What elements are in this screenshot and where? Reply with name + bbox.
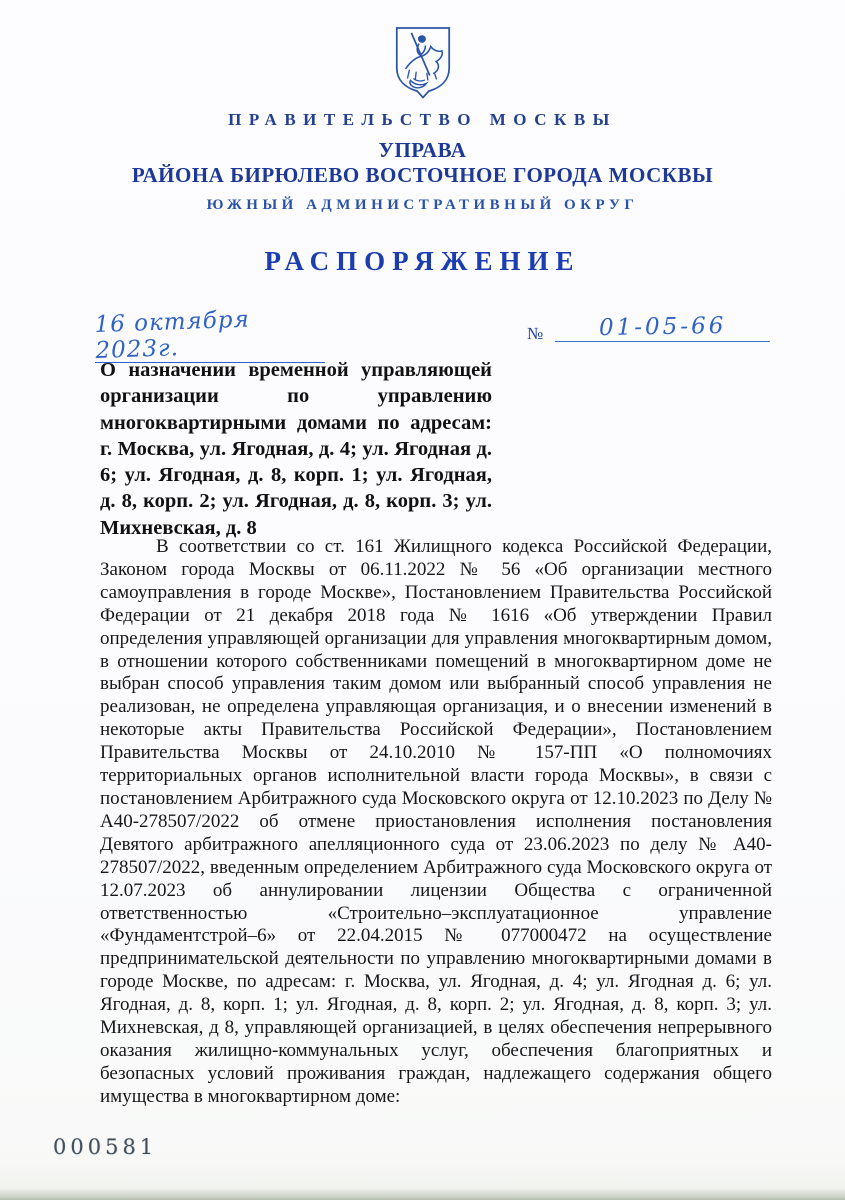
uprava-title-line2: РАЙОНА БИРЮЛЕВО ВОСТОЧНОЕ ГОРОДА МОСКВЫ [131,163,714,187]
administrative-district: ЮЖНЫЙ АДМИНИСТРАТИВНЫЙ ОКРУГ [206,197,639,213]
registration-number-stamp: 000581 [53,1135,158,1159]
scan-edge-shadow [0,1188,845,1200]
uprava-title-line1: УПРАВА [378,138,467,162]
handwritten-number: 01-05-66 [598,312,727,342]
date-number-row [94,306,770,364]
document-body-paragraph: В соответствии со ст. 161 Жилищного кодекса Российской Федерации, Законом города Москвы от 06.11.2022 № 56 «Об организации местного самоуправления в городе Москве», Постановлением Правительства Российской Федерации от 21 декабря 2018 года № 1616 «Об утверждении Правил определения управляющей организации для управления многоквартирным домом, в отношении которого собственниками помещений в многоквартирном доме не выбран способ управления таким домом или выбранный способ управления не реализован, не определена управляющая организация, и о внесении изменений в некоторые акты Правительства Российской Федерации», Постановлением Правительства Москвы от 24.10.2010 № 157-ПП «О полномочиях территориальных органов исполнительной власти города Москвы», в связи с постановлением Арбитражного суда Московского округа от 12.10.2023 по Делу № А40-278507/2022 об отмене приостановления исполнения постановления Девятого арбитражного апелляционного суда от 23.06.2023 по делу № А40-278507/2022, введенным определением Арбитражного суда Московского округа от 12.07.2023 об аннулировании лицензии Общества с ограниченной ответственностью «Строительно–эксплуатационное управление «Фундаментстрой–6» от 22.04.2015 № 077000472 на осуществление предпринимательской деятельности по управлению многоквартирными домами в городе Москве, по адресам: г. Москва, ул. Ягодная, д. 4; ул. Ягодная д. 6; ул. Ягодная, д. 8, корп. 1; ул. Ягодная, д. 8, корп. 2; ул. Ягодная, д. 8, корп. 3; ул. Михневская, д 8, управляющей организацией, в целях обеспечения непрерывного оказания жилищно-коммунальных услуг, обеспечения благоприятных и безопасных условий проживания граждан, надлежащего содержания общего имущества в многоквартирном доме: [100,536,772,1107]
document-subject: О назначении временной управляющей организации по управлению многоквартирными домами по адресам: г. Москва, ул. Ягодная, д. 4; ул. Ягодная д. 6; ул. Ягодная, д. 8, корп. 1; ул. Ягодная, д. 8, корп. 2; ул. Ягодная, д. 8, корп. 3; ул. Михневская, д. 8 [100,359,492,539]
number-sign-label: № [527,324,544,343]
government-title: ПРАВИТЕЛЬСТВО МОСКВЫ [228,110,617,129]
document-date-field [95,308,325,363]
document-type-title: РАСПОРЯЖЕНИЕ [264,246,581,276]
document-number-field [527,312,770,343]
number-underline [555,314,770,342]
handwritten-date: 16 октября 2023г. [94,306,251,364]
moscow-coat-of-arms-icon [0,24,845,100]
